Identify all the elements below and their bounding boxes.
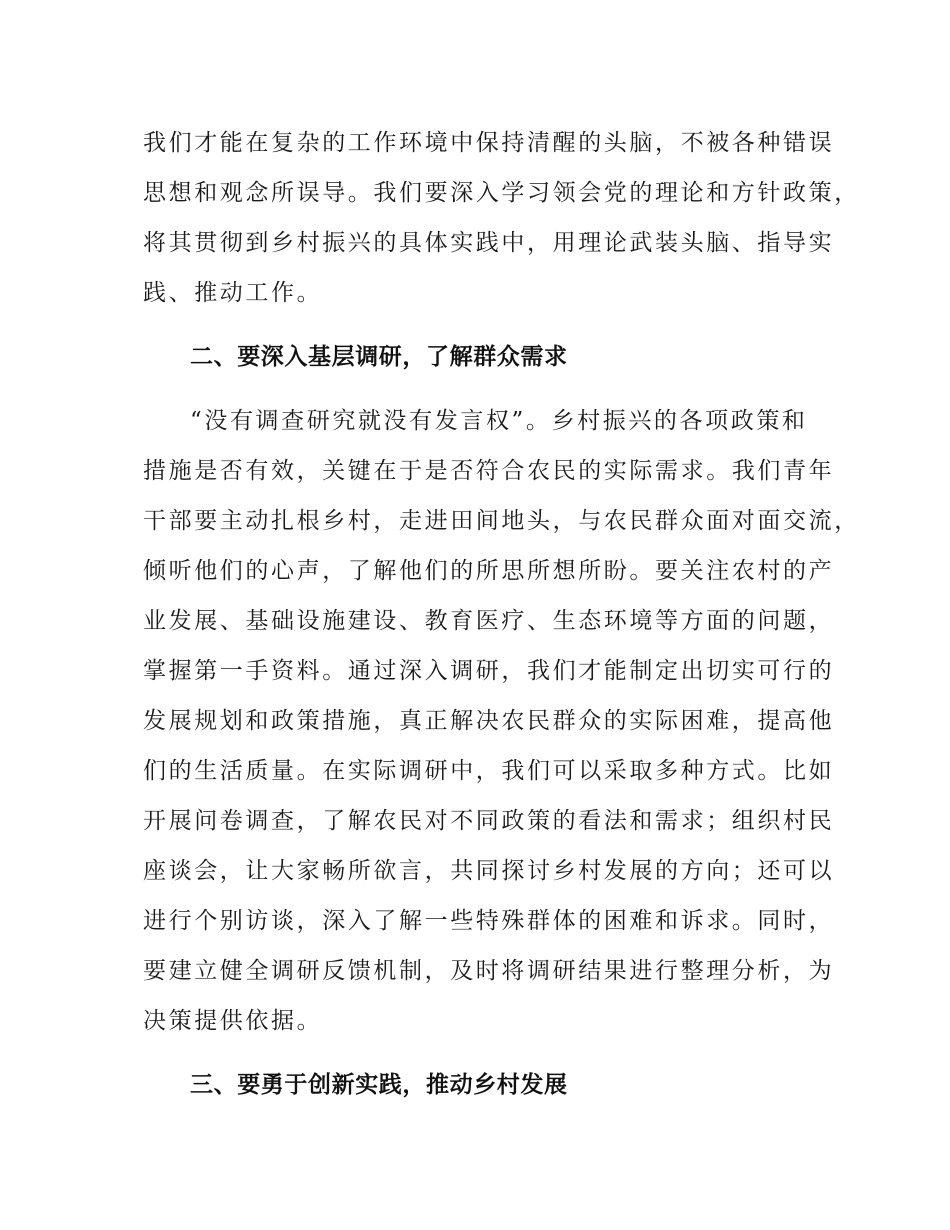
text-line: 干部要主动扎根乡村，走进田间地头，与农民群众面对面交流， [143,508,860,534]
section-heading: 三、要勇于创新实践，推动乡村发展 [190,1072,568,1098]
text-line: 倾听他们的心声，了解他们的所思所想所盼。要关注农村的产 [143,558,835,584]
text-line: 我们才能在复杂的工作环境中保持清醒的头脑，不被各种错误 [143,130,835,156]
section-heading: 二、要深入基层调研，了解群众需求 [190,344,568,370]
text-line: 开展问卷调查，了解农民对不同政策的看法和需求；组织村民 [143,808,835,834]
text-line: 将其贯彻到乡村振兴的具体实践中，用理论武装头脑、指导实 [143,230,835,256]
text-line: 发展规划和政策措施，真正解决农民群众的实际困难，提高他 [143,708,835,734]
text-line: 掌握第一手资料。通过深入调研，我们才能制定出切实可行的 [143,658,835,684]
text-line: 进行个别访谈，深入了解一些特殊群体的困难和诉求。同时， [143,908,835,934]
text-line: 决策提供依据。 [143,1008,323,1034]
text-line: 思想和观念所误导。我们要深入学习领会党的理论和方针政策， [143,180,860,206]
text-line: 们的生活质量。在实际调研中，我们可以采取多种方式。比如 [143,758,835,784]
text-line: 要建立健全调研反馈机制，及时将调研结果进行整理分析，为 [143,958,835,984]
text-line: 践、推动工作。 [143,280,323,306]
text-line: 座谈会，让大家畅所欲言，共同探讨乡村发展的方向；还可以 [143,858,835,884]
text-line: 措施是否有效，关键在于是否符合农民的实际需求。我们青年 [143,458,835,484]
text-line: 业发展、基础设施建设、教育医疗、生态环境等方面的问题， [143,608,835,634]
text-line: “没有调查研究就没有发言权”。乡村振兴的各项政策和 [190,408,808,434]
